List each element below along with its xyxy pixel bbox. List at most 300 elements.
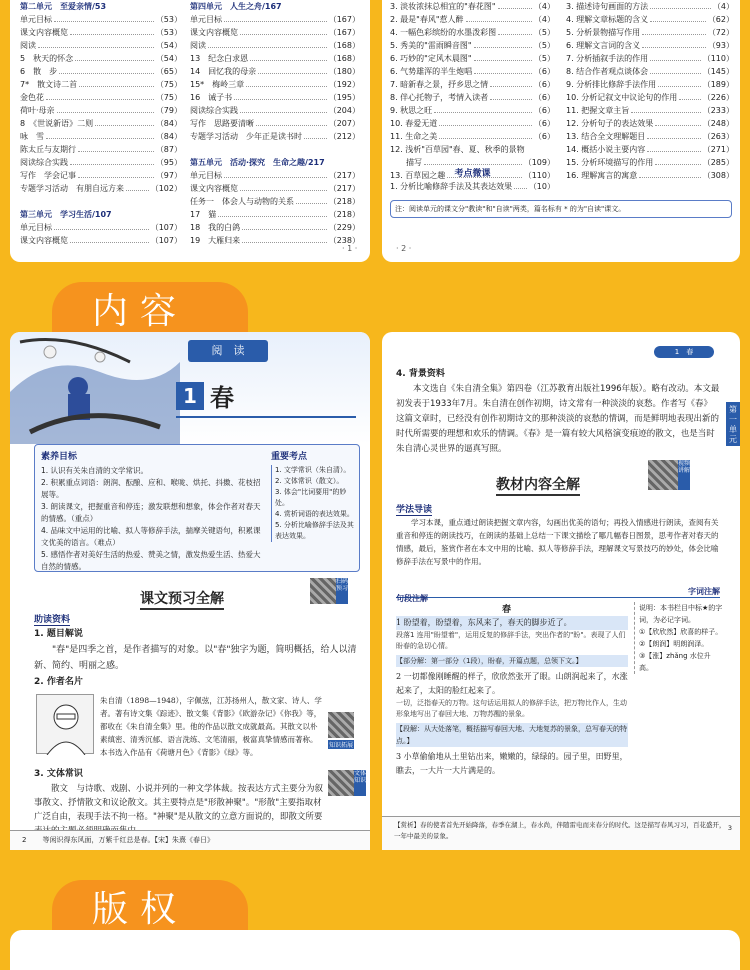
word-notes: [634, 602, 724, 674]
toc-leader-dots: [224, 13, 327, 22]
toc-page-ref: （6）: [533, 132, 555, 141]
toc-page-ref: （87）: [155, 145, 182, 154]
page-footer: [10, 830, 370, 850]
qr-code-preview[interactable]: [310, 578, 336, 604]
page-number: · 1 ·: [342, 244, 358, 253]
toc-page-ref: （145）: [702, 67, 734, 76]
toc-entry-title: 7. 分析插叙手法的作用: [566, 54, 649, 63]
toc-entry-title: 8. 伴心托物子，考情入读者: [390, 93, 489, 102]
toc-entry-title: 写作 思路要清晰: [190, 119, 254, 128]
toc-entry-title: 荷叶·母亲: [20, 106, 55, 115]
toc-page-ref: （109）: [523, 158, 555, 167]
toc-entry-title: 咏 雪: [20, 132, 44, 141]
toc-leader-dots: [439, 130, 532, 139]
toc-entry: [20, 234, 182, 247]
toc-page-ref: （167）: [328, 28, 360, 37]
toc-page-ref: （75）: [155, 80, 182, 89]
toc-entry: [20, 13, 182, 26]
toc-entry-title: 单元目标: [190, 171, 222, 180]
section-tab-content: 内容: [52, 282, 248, 342]
toc-leader-dots: [70, 234, 149, 243]
toc-entry-title: 3. 淡妆浓抹总相宜的"春花图": [390, 2, 496, 11]
toc-entry-title: 任务一 体会人与动物的关系: [190, 197, 294, 206]
toc-entry-title: 10. 分析记叙文中议论句的作用: [566, 93, 678, 102]
key-point-item: 1. 文学常识（朱自清）。: [275, 466, 351, 474]
toc-entry: [20, 65, 182, 78]
toc-entry: [390, 65, 555, 78]
toc-leader-dots: [46, 91, 154, 100]
toc-entry: [566, 13, 734, 26]
toc-entry-title: 单元目标: [20, 223, 52, 232]
toc-entry: [190, 169, 360, 182]
toc-page-ref: （107）: [150, 236, 182, 245]
toc-leader-dots: [250, 52, 327, 61]
toc-entry-title: 第三单元 学习生活/107: [20, 210, 112, 219]
genre-text: 散文 与诗歌、戏剧、小说并列的一种文学体裁。按表达方式主要分为叙事散文、抒情散文和议论散文。其主要特点是"形散神聚"。"形散"主要指取材广泛自由，表现手法不拘一格。"神聚"是从散文的立意方面说的，即散文所要: [34, 784, 324, 822]
toc-page-ref: （285）: [702, 158, 734, 167]
toc-leader-dots: [466, 13, 532, 22]
goal-item: 2. 积累重点词语：朗润、酝酿、应和、喉咙、烘托、抖擞、花枝招展等。: [41, 478, 261, 499]
toc-leader-dots: [631, 104, 700, 113]
toc-page-ref: （4）: [712, 2, 734, 11]
toc-leader-dots: [46, 130, 154, 139]
toc-entry: [566, 104, 734, 117]
toc-entry: [390, 130, 555, 143]
goal-item: 3. 朗读课文，把握重音和停连；激发联想和想象，体会作者对春天的情感。（重点）: [41, 502, 261, 523]
toc-entry-title: 陈太丘与友期行: [20, 145, 76, 154]
part-1-summary: 【部分解：第一部分（1段），盼春，开篇点题，总领下文。】: [396, 655, 628, 667]
toc-unit-heading: [20, 0, 182, 13]
goal-item: 1. 认识有关朱自清的文学常识。: [41, 466, 149, 475]
toc-page-ref: （54）: [155, 54, 182, 63]
toc-entry-title: 18 我的白鸽: [190, 223, 241, 232]
toc-page-ref: （218）: [328, 197, 360, 206]
footer-quote: 等闲识得东风面，万紫千红总是春。【宋】朱熹《春日》: [42, 836, 214, 844]
exam-title: 考点微课: [454, 169, 491, 179]
toc-page-ref: （110）: [523, 171, 555, 180]
page-number: · 2 ·: [396, 244, 412, 253]
toc-page-ref: （204）: [328, 106, 360, 115]
toc-page-ref: （192）: [328, 80, 360, 89]
lesson-page-right: [382, 332, 740, 850]
toc-leader-dots: [647, 130, 700, 139]
toc-entry: [390, 91, 555, 104]
toc-entry-title: 单元目标: [190, 15, 222, 24]
toc-leader-dots: [246, 78, 327, 87]
toc-entry-title: 9. 秋思之旺: [390, 106, 433, 115]
toc-entry: [390, 13, 555, 26]
toc-entry-title: 3. 描述诗句画面的方法: [566, 2, 649, 11]
toc-entry: [566, 52, 734, 65]
goal-item: 4. 品味文中运用的比喻、拟人等修辞手法，揣摩关键语句，积累课文优美的语言。（难点）: [41, 526, 261, 547]
toc-leader-dots: [679, 91, 700, 100]
exam-list: [390, 180, 555, 193]
section-tab-copyright: 版权: [52, 880, 248, 940]
toc-entry-title: 15. 分析环境描写的作用: [566, 158, 654, 167]
toc-leader-dots: [258, 65, 327, 74]
toc-entry-title: 12. 分析句子的表达效果: [566, 119, 654, 128]
toc-page-ref: （10）: [528, 182, 555, 191]
banner-label: 阅 读: [188, 340, 268, 362]
key-title: 重要考点: [271, 452, 308, 462]
qr-code-video[interactable]: [648, 460, 678, 490]
toc-page-ref: （195）: [328, 93, 360, 102]
toc-entry-title: 5. 分析景物描写作用: [566, 28, 641, 37]
goal-item: 5. 感悟作者对美好生活的热爱、赞美之情，激发热爱生活、热爱大自然的情感。: [41, 550, 261, 571]
preview-title: 课文预习全解: [140, 588, 224, 610]
toc-entry-title: 5. 秀美的"雷雨瞬音图": [390, 41, 472, 50]
toc-entry: [390, 117, 555, 130]
toc-entry: [566, 117, 734, 130]
toc-entry: [390, 78, 555, 91]
toc-page-ref: （95）: [155, 158, 182, 167]
toc-entry-title: 10. 春爱无道: [390, 119, 438, 128]
toc-entry: [566, 169, 734, 182]
heading-background: 4. 背景资料: [396, 369, 445, 379]
toc-entry-title: 19 大雁归来: [190, 236, 241, 245]
toc-leader-dots: [650, 0, 711, 9]
helper-title: 助读资料: [34, 612, 70, 626]
author-text: 朱自清（1898—1948），字佩弦，江苏扬州人，散文家、诗人、学者。著有诗文集《踪迹》、散文集《背影》《欧游杂记》《你我》等，都收在《朱自清全集》里。他的作品以散文成就最高。其散文以朴素缜密、清秀沉郁、语言洗练、文笔清丽，极富真挚情感而著称。本书选入作品有《荷塘月色》《背影》《绿》等。: [100, 696, 322, 757]
toc-leader-dots: [474, 65, 532, 74]
toc-entry-title: 专题学习活动 少年正是读书时: [190, 132, 302, 141]
heading-title-explain: 1. 题目解说: [34, 629, 83, 639]
guide-title: 学法导读: [396, 502, 432, 516]
footer-note: 【赏析】春的使者首先开始降落，春季在湖上，春水尚，伴随雷电而来春分的时代。这是描写春风习习，百花盛开，一年中最美的景象。: [394, 821, 726, 840]
toc-leader-dots: [304, 130, 327, 139]
toc-entry: [566, 156, 734, 169]
toc-leader-dots: [474, 39, 532, 48]
toc-entry: [566, 91, 734, 104]
toc-leader-dots: [655, 156, 700, 165]
toc-page-ref: （84）: [155, 132, 182, 141]
toc-entry-title: 14. 概括小说主要内容: [566, 145, 646, 154]
toc-leader-dots: [514, 180, 527, 189]
unit-side-tab: 第一单元: [726, 402, 740, 446]
toc-leader-dots: [658, 78, 701, 87]
toc-entry-title: 1. 分析比喻修辞手法及其表达效果: [390, 182, 513, 191]
toc-entry: [390, 143, 555, 156]
toc-page-ref: （229）: [328, 223, 360, 232]
word-note-item: 说明：本书栏目中标★的字词，为必记字词。: [639, 604, 723, 624]
page-number: 3: [727, 824, 732, 832]
toc-column-2: [566, 0, 734, 182]
paragraph-1: 1 盼望着，盼望着，东风来了，春天的脚步近了。: [396, 616, 628, 630]
lesson-number: 1: [176, 382, 204, 410]
toc-column-1: [390, 0, 555, 182]
toc-page-ref: （6）: [533, 80, 555, 89]
toc-leader-dots: [38, 39, 154, 48]
toc-entry-title: 13 纪念白求恩: [190, 54, 249, 63]
key-point-item: 4. 赏析词语的表达效果。: [275, 510, 354, 518]
toc-entry: [190, 39, 360, 52]
word-note-item: ①【欣欣然】欣喜的样子。: [639, 628, 723, 636]
background-text: 本文选自《朱自清全集》第四卷（江苏教育出版社1996年版）。略有改动。本文最初发表于1933年7月。朱自清在创作初期，诗文常有一种淡淡的哀愁。作者写《春》这篇文章时，已经没有创作初期诗文的那种淡淡的哀愁的情调，而是鲜明地表现出新的时代所需要的理想和欢乐的情调。《春》是一篇有较大风格演变痕迹的散文，也是当时朱自清心灵世界的逼真写照。: [396, 384, 720, 454]
toc-page-ref: （5）: [533, 41, 555, 50]
toc-page-ref: （189）: [702, 80, 734, 89]
toc-page-ref: （110）: [702, 54, 734, 63]
qr-label-preview: 扫码预习: [336, 578, 348, 604]
toc-page-ref: （248）: [702, 119, 734, 128]
page-header: 1 春: [654, 346, 714, 358]
toc-entry: [566, 143, 734, 156]
notes-header-bar: [396, 586, 720, 603]
toc-entry-title: 6. 理解文言词的含义: [566, 41, 641, 50]
toc-leader-dots: [490, 91, 532, 100]
toc-leader-dots: [256, 117, 327, 126]
toc-entry: [390, 104, 555, 117]
toc-column-2: [190, 0, 360, 247]
toc-leader-dots: [234, 91, 327, 100]
toc-entry: [190, 182, 360, 195]
toc-leader-dots: [490, 78, 532, 87]
toc-page-ref: （4）: [533, 2, 555, 11]
toc-entry-title: 描写: [390, 158, 422, 167]
toc-entry: [190, 221, 360, 234]
toc-page-right: [382, 0, 740, 262]
toc-entry: [20, 156, 182, 169]
toc-entry: [20, 26, 182, 39]
toc-leader-dots: [650, 13, 706, 22]
toc-entry-title: 13. 百草园之趣: [390, 171, 446, 180]
toc-leader-dots: [70, 26, 154, 35]
qr-label-video: 视频讲解: [678, 460, 690, 490]
divider: [176, 416, 356, 418]
paragraph-1-note: 段落1 连用"盼望着"，运用反复的修辞手法，突出作者的"盼"。表现了人们盼春的急切心情。: [396, 631, 626, 650]
toc-page-ref: （54）: [155, 41, 182, 50]
toc-leader-dots: [655, 117, 700, 126]
toc-leader-dots: [296, 195, 327, 204]
toc-leader-dots: [650, 52, 701, 61]
toc-page-ref: （79）: [155, 106, 182, 115]
toc-entry: [190, 26, 360, 39]
toc-entry: [190, 104, 360, 117]
qr-code-knowledge[interactable]: [328, 712, 354, 738]
heading-author: 2. 作者名片: [34, 677, 83, 687]
toc-entry-title: 11. 把握文章主旨: [566, 106, 630, 115]
toc-page-ref: （53）: [155, 15, 182, 24]
toc-entry-title: 课文内容概览: [20, 236, 68, 245]
goals-list: [41, 465, 267, 573]
paragraph-2: 2 一切都像刚睡醒的样子，欣欣然张开了眼。山朗润起来了，水涨起来了，太阳的脸红起来了。: [396, 672, 628, 695]
toc-entry: [20, 169, 182, 182]
toc-entry: [190, 65, 360, 78]
paragraph-2-note: 一切，泛指春天的万物。这句话运用拟人的修辞手法，把万物比作人，生动形象地写出了春回大地、万物苏醒的景象。: [396, 699, 627, 718]
page-footer: [382, 816, 740, 850]
toc-leader-dots: [78, 143, 154, 152]
toc-leader-dots: [126, 182, 149, 191]
toc-entry-title: 4. 一幅色彩缤纷的水墨泼彩图: [390, 28, 497, 37]
toc-column-1: [20, 0, 182, 247]
toc-entry-title: 13. 结合全文理解题目: [566, 132, 646, 141]
toc-entry: [390, 26, 555, 39]
parse-title: 句段注解: [396, 594, 428, 603]
toc-note: 注：阅读单元的课文分"教读"和"自读"两类，篇名标有 * 的为"自读"课文。: [390, 200, 732, 218]
toc-entry: [190, 78, 360, 91]
toc-entry-title: 金色花: [20, 93, 44, 102]
toc-leader-dots: [224, 169, 327, 178]
toc-entry: [566, 26, 734, 39]
toc-leader-dots: [57, 104, 154, 113]
toc-leader-dots: [242, 221, 327, 230]
toc-entry: [20, 39, 182, 52]
toc-page-ref: （168）: [328, 41, 360, 50]
toc-entry-title: 14 回忆我的母亲: [190, 67, 257, 76]
toc-entry: [20, 143, 182, 156]
qr-label-knowledge: 知识拓展: [328, 742, 353, 749]
toc-entry-title: 17 猫: [190, 210, 217, 219]
toc-page-ref: （6）: [533, 106, 555, 115]
toc-entry: [20, 130, 182, 143]
part-2-summary: 【段解：从大处落笔，概括描写春回大地、大地复苏的景象，总写春天的特点。】: [396, 725, 627, 745]
toc-leader-dots: [474, 52, 532, 61]
lesson-title: 春: [210, 383, 234, 412]
key-point-item: 3. 体会"比词要用"的妙处。: [275, 488, 347, 507]
toc-entry-title: 写作 学会记事: [20, 171, 76, 180]
toc-entry-title: 6 散 步: [20, 67, 58, 76]
toc-entry: [20, 195, 182, 208]
toc-entry-title: 阅读综合实践: [190, 106, 238, 115]
toc-page-ref: （271）: [702, 145, 734, 154]
toc-entry: [566, 65, 734, 78]
toc-unit-heading: [20, 208, 182, 221]
toc-leader-dots: [424, 156, 522, 165]
toc-entry-title: 16 诫子书: [190, 93, 233, 102]
author-portrait: [36, 694, 94, 754]
text-title: 春: [502, 605, 512, 615]
toc-page-ref: （212）: [328, 132, 360, 141]
toc-entry-title: 阅读: [190, 41, 206, 50]
toc-page-ref: （226）: [702, 93, 734, 102]
toc-entry-title: 8 《世说新语》二则: [20, 119, 94, 128]
toc-entry-title: 15* 梅岭三章: [190, 80, 245, 89]
page-number: 2: [22, 836, 27, 844]
toc-leader-dots: [218, 208, 327, 217]
toc-entry-title: 阅读综合实践: [20, 158, 68, 167]
toc-leader-dots: [642, 39, 706, 48]
toc-entry: [566, 39, 734, 52]
toc-entry: [20, 91, 182, 104]
toc-page-ref: （5）: [533, 28, 555, 37]
word-note-item: ②【朗润】明朗润泽。: [639, 640, 709, 648]
toc-entry: [190, 143, 360, 156]
toc-leader-dots: [439, 117, 532, 126]
toc-page-ref: （102）: [150, 184, 182, 193]
toc-page-ref: （6）: [533, 67, 555, 76]
toc-entry-title: 阅读: [20, 41, 36, 50]
toc-entry-title: 5 秋天的怀念: [20, 54, 74, 63]
qr-label-genre: 文体知识: [354, 770, 366, 796]
toc-leader-dots: [54, 221, 149, 230]
toc-page-ref: （6）: [533, 93, 555, 102]
toc-unit-heading: [190, 156, 360, 169]
toc-page-ref: （217）: [328, 171, 360, 180]
toc-leader-dots: [54, 13, 154, 22]
key-point-item: 2. 文体常识（散文）。: [275, 477, 344, 485]
toc-page-ref: （84）: [155, 119, 182, 128]
toc-leader-dots: [240, 182, 327, 191]
toc-leader-dots: [240, 26, 327, 35]
toc-entry: [20, 221, 182, 234]
toc-page-ref: （72）: [707, 28, 734, 37]
toc-entry-title: 课文内容概览: [190, 184, 238, 193]
toc-leader-dots: [639, 169, 700, 178]
toc-page-ref: （217）: [328, 184, 360, 193]
toc-entry-title: 第二单元 至爱亲情/53: [20, 2, 107, 11]
toc-entry: [190, 130, 360, 143]
key-points-list: [271, 465, 355, 542]
toc-leader-dots: [75, 52, 154, 61]
toc-entry: [20, 52, 182, 65]
toc-leader-dots: [70, 156, 154, 165]
toc-leader-dots: [208, 39, 327, 48]
toc-entry: [390, 0, 555, 13]
toc-leader-dots: [647, 143, 700, 152]
toc-page-ref: （207）: [328, 119, 360, 128]
section-title: 教材内容全解: [496, 474, 580, 496]
qr-code-genre[interactable]: [328, 770, 354, 796]
toc-entry-title: 4. 理解文章标题的含义: [566, 15, 649, 24]
toc-leader-dots: [642, 26, 706, 35]
toc-entry: [20, 104, 182, 117]
toc-page-ref: （233）: [702, 106, 734, 115]
toc-entry: [566, 0, 734, 13]
word-note-item: ③【涨】zhǎng 水位升高。: [639, 652, 711, 672]
toc-entry-title: 第四单元 人生之舟/167: [190, 2, 282, 11]
lesson-banner: [10, 332, 370, 444]
guide-text: 学习本课，重点通过朗读把握文章内容，勾画出优美的语句；再投入情感进行朗读，查阅有关重音和停连的朗读技巧，在朗读的基础上总结一下课文描绘了哪几幅春日图景，思考作者对春天的情感，最后，鉴赏作者在本文中用的比喻、拟人等修辞手法，理解课文写景技巧的妙处，体会比喻修辞手法在写景中的作用。: [396, 518, 719, 566]
toc-leader-dots: [240, 104, 327, 113]
toc-entry-title: 第五单元 活动·探究 生命之趣/217: [190, 158, 325, 167]
toc-entry: [20, 117, 182, 130]
toc-leader-dots: [498, 0, 532, 9]
toc-unit-heading: [190, 0, 360, 13]
toc-page-ref: （93）: [707, 41, 734, 50]
toc-entry-title: 专题学习活动 有朋自远方来: [20, 184, 124, 193]
goals-title: 素养目标: [41, 452, 78, 462]
toc-entry-title: 8. 结合作者观点谈体会: [566, 67, 649, 76]
toc-entry-title: 课文内容概览: [190, 28, 238, 37]
toc-entry: [566, 78, 734, 91]
toc-entry: [190, 234, 360, 247]
toc-entry-title: 单元目标: [20, 15, 52, 24]
paragraph-3: 3 小草偷偷地从土里钻出来，嫩嫩的，绿绿的。园子里，田野里，瞧去，一大片一大片满是的。: [396, 752, 628, 775]
toc-page-ref: （75）: [155, 93, 182, 102]
toc-entry: [20, 78, 182, 91]
toc-leader-dots: [95, 117, 154, 126]
ink-painting-illustration: [10, 332, 180, 444]
toc-entry-title: 7. 暗新春之景，抒乡思之情: [390, 80, 489, 89]
toc-entry: [190, 13, 360, 26]
goals-box: [34, 444, 360, 572]
toc-leader-dots: [242, 234, 327, 243]
toc-page-ref: （62）: [707, 15, 734, 24]
toc-page-ref: （53）: [155, 28, 182, 37]
toc-page-ref: （180）: [328, 67, 360, 76]
key-point-item: 5. 分析比喻修辞手法及其表达效果。: [275, 521, 354, 540]
toc-entry: [190, 117, 360, 130]
word-title: 字词注解: [688, 587, 720, 596]
heading-genre: 3. 文体常识: [34, 769, 83, 779]
toc-page-ref: （168）: [328, 54, 360, 63]
toc-entry-title: 7* 散文诗二首: [20, 80, 78, 89]
toc-entry: [566, 130, 734, 143]
toc-page-ref: （218）: [328, 210, 360, 219]
toc-page-ref: （97）: [155, 171, 182, 180]
toc-page-left: [10, 0, 370, 262]
toc-page-ref: （263）: [702, 132, 734, 141]
toc-entry-title: 6. 气势雄浑的半生炮唱: [390, 67, 473, 76]
